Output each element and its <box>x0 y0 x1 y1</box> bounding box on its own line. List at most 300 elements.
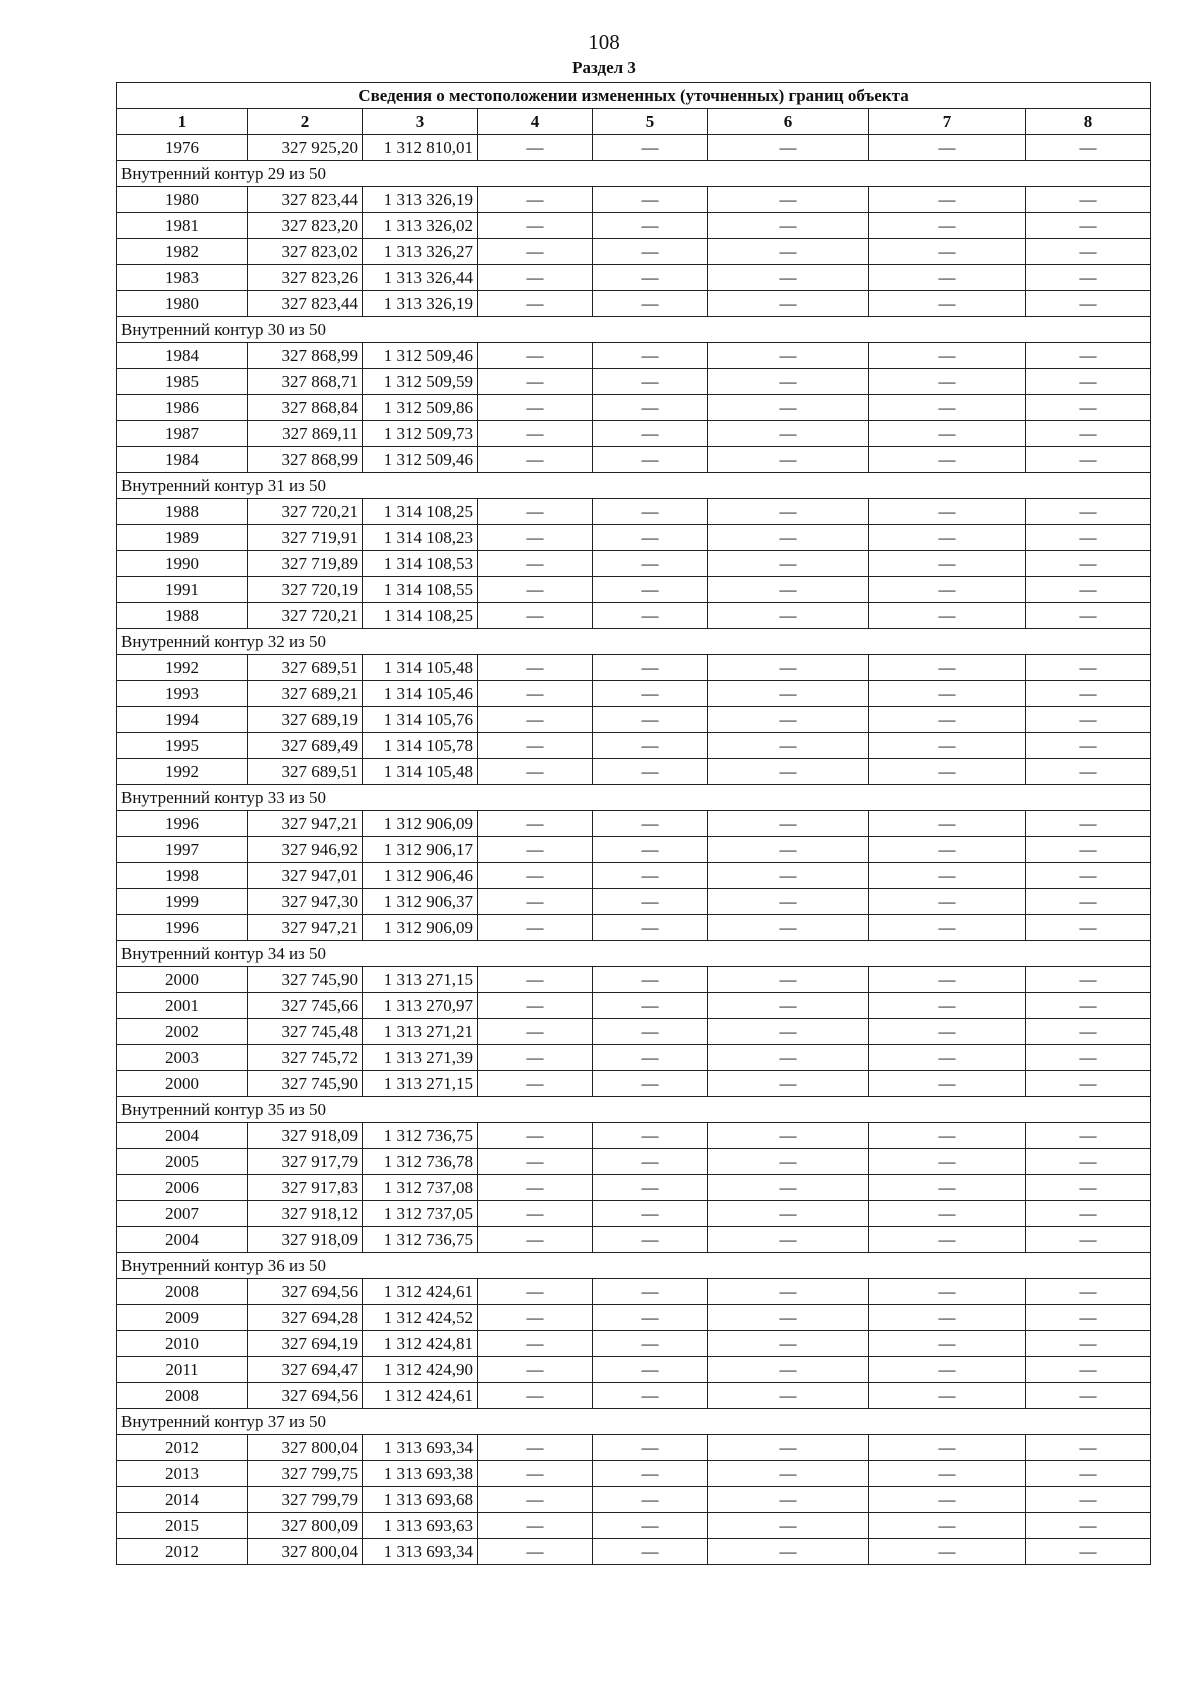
table-row <box>117 1123 1151 1149</box>
y-coordinate-cell: 1 313 326,19 <box>363 291 478 317</box>
point-number-cell: 1988 <box>117 603 248 629</box>
empty-value-cell: — <box>708 551 869 577</box>
empty-value-cell: — <box>478 811 593 837</box>
empty-value-cell: — <box>593 187 708 213</box>
empty-value-cell: — <box>478 863 593 889</box>
empty-value-cell: — <box>593 265 708 291</box>
empty-value-cell: — <box>708 1045 869 1071</box>
empty-value-cell: — <box>708 239 869 265</box>
table-row <box>117 759 1151 785</box>
table-row <box>117 837 1151 863</box>
empty-value-cell: — <box>708 967 869 993</box>
empty-value-cell: — <box>1026 1175 1151 1201</box>
empty-value-cell: — <box>708 655 869 681</box>
empty-value-cell: — <box>869 707 1026 733</box>
contour-row <box>117 1253 1151 1279</box>
table-row <box>117 499 1151 525</box>
point-number-cell: 2000 <box>117 1071 248 1097</box>
empty-value-cell: — <box>1026 1123 1151 1149</box>
empty-value-cell: — <box>1026 993 1151 1019</box>
point-number-cell: 2011 <box>117 1357 248 1383</box>
x-coordinate-cell: 327 694,56 <box>248 1383 363 1409</box>
empty-value-cell: — <box>869 213 1026 239</box>
boundary-coordinates-table <box>116 82 1151 1565</box>
empty-value-cell: — <box>869 1461 1026 1487</box>
x-coordinate-cell: 327 823,26 <box>248 265 363 291</box>
empty-value-cell: — <box>478 447 593 473</box>
empty-value-cell: — <box>593 889 708 915</box>
empty-value-cell: — <box>1026 1435 1151 1461</box>
empty-value-cell: — <box>1026 707 1151 733</box>
y-coordinate-cell: 1 312 424,81 <box>363 1331 478 1357</box>
table-row <box>117 213 1151 239</box>
empty-value-cell: — <box>1026 811 1151 837</box>
empty-value-cell: — <box>593 681 708 707</box>
table-row <box>117 187 1151 213</box>
x-coordinate-cell: 327 689,51 <box>248 759 363 785</box>
table-row <box>117 1201 1151 1227</box>
empty-value-cell: — <box>478 187 593 213</box>
empty-value-cell: — <box>1026 1279 1151 1305</box>
empty-value-cell: — <box>1026 1149 1151 1175</box>
empty-value-cell: — <box>478 603 593 629</box>
empty-value-cell: — <box>869 863 1026 889</box>
y-coordinate-cell: 1 314 108,53 <box>363 551 478 577</box>
empty-value-cell: — <box>478 707 593 733</box>
table-row <box>117 135 1151 161</box>
x-coordinate-cell: 327 823,44 <box>248 291 363 317</box>
empty-value-cell: — <box>593 1279 708 1305</box>
table-row <box>117 291 1151 317</box>
y-coordinate-cell: 1 313 693,68 <box>363 1487 478 1513</box>
empty-value-cell: — <box>478 1045 593 1071</box>
empty-value-cell: — <box>708 1305 869 1331</box>
table-row <box>117 1331 1151 1357</box>
y-coordinate-cell: 1 314 105,48 <box>363 759 478 785</box>
empty-value-cell: — <box>478 213 593 239</box>
y-coordinate-cell: 1 312 424,52 <box>363 1305 478 1331</box>
empty-value-cell: — <box>708 1071 869 1097</box>
empty-value-cell: — <box>708 733 869 759</box>
empty-value-cell: — <box>1026 239 1151 265</box>
y-coordinate-cell: 1 314 108,25 <box>363 603 478 629</box>
empty-value-cell: — <box>708 1201 869 1227</box>
empty-value-cell: — <box>478 135 593 161</box>
empty-value-cell: — <box>1026 1071 1151 1097</box>
empty-value-cell: — <box>869 1149 1026 1175</box>
empty-value-cell: — <box>478 577 593 603</box>
x-coordinate-cell: 327 917,83 <box>248 1175 363 1201</box>
empty-value-cell: — <box>478 1175 593 1201</box>
empty-value-cell: — <box>708 1461 869 1487</box>
empty-value-cell: — <box>478 1331 593 1357</box>
point-number-cell: 1982 <box>117 239 248 265</box>
x-coordinate-cell: 327 868,84 <box>248 395 363 421</box>
empty-value-cell: — <box>708 343 869 369</box>
empty-value-cell: — <box>478 967 593 993</box>
table-row <box>117 1045 1151 1071</box>
x-coordinate-cell: 327 719,89 <box>248 551 363 577</box>
point-number-cell: 1994 <box>117 707 248 733</box>
column-header-7: 7 <box>869 109 1026 135</box>
empty-value-cell: — <box>593 1305 708 1331</box>
empty-value-cell: — <box>708 369 869 395</box>
empty-value-cell: — <box>478 1201 593 1227</box>
empty-value-cell: — <box>478 915 593 941</box>
empty-value-cell: — <box>478 239 593 265</box>
empty-value-cell: — <box>478 1071 593 1097</box>
empty-value-cell: — <box>869 1539 1026 1565</box>
empty-value-cell: — <box>593 993 708 1019</box>
table-caption: Сведения о местоположении измененных (уточненных) границ объекта <box>117 83 1151 109</box>
point-number-cell: 1990 <box>117 551 248 577</box>
empty-value-cell: — <box>593 1513 708 1539</box>
empty-value-cell: — <box>593 915 708 941</box>
empty-value-cell: — <box>478 1487 593 1513</box>
point-number-cell: 1976 <box>117 135 248 161</box>
empty-value-cell: — <box>478 1513 593 1539</box>
empty-value-cell: — <box>478 499 593 525</box>
table-row <box>117 447 1151 473</box>
empty-value-cell: — <box>1026 1201 1151 1227</box>
empty-value-cell: — <box>478 993 593 1019</box>
empty-value-cell: — <box>869 291 1026 317</box>
point-number-cell: 2008 <box>117 1383 248 1409</box>
empty-value-cell: — <box>869 343 1026 369</box>
empty-value-cell: — <box>593 1383 708 1409</box>
x-coordinate-cell: 327 925,20 <box>248 135 363 161</box>
x-coordinate-cell: 327 869,11 <box>248 421 363 447</box>
point-number-cell: 2015 <box>117 1513 248 1539</box>
empty-value-cell: — <box>1026 577 1151 603</box>
table-row <box>117 265 1151 291</box>
empty-value-cell: — <box>1026 1461 1151 1487</box>
empty-value-cell: — <box>1026 499 1151 525</box>
y-coordinate-cell: 1 314 105,76 <box>363 707 478 733</box>
x-coordinate-cell: 327 800,09 <box>248 1513 363 1539</box>
y-coordinate-cell: 1 313 693,63 <box>363 1513 478 1539</box>
y-coordinate-cell: 1 312 424,90 <box>363 1357 478 1383</box>
point-number-cell: 1988 <box>117 499 248 525</box>
empty-value-cell: — <box>1026 1487 1151 1513</box>
table-row <box>117 1305 1151 1331</box>
empty-value-cell: — <box>1026 291 1151 317</box>
point-number-cell: 1980 <box>117 291 248 317</box>
empty-value-cell: — <box>869 499 1026 525</box>
empty-value-cell: — <box>593 1331 708 1357</box>
empty-value-cell: — <box>869 135 1026 161</box>
empty-value-cell: — <box>708 1539 869 1565</box>
empty-value-cell: — <box>869 525 1026 551</box>
point-number-cell: 1998 <box>117 863 248 889</box>
table-row <box>117 1357 1151 1383</box>
empty-value-cell: — <box>593 1435 708 1461</box>
empty-value-cell: — <box>869 811 1026 837</box>
empty-value-cell: — <box>708 1227 869 1253</box>
x-coordinate-cell: 327 689,19 <box>248 707 363 733</box>
point-number-cell: 1992 <box>117 759 248 785</box>
empty-value-cell: — <box>1026 395 1151 421</box>
table-row <box>117 1487 1151 1513</box>
empty-value-cell: — <box>478 889 593 915</box>
table-row <box>117 239 1151 265</box>
empty-value-cell: — <box>869 915 1026 941</box>
x-coordinate-cell: 327 689,51 <box>248 655 363 681</box>
x-coordinate-cell: 327 917,79 <box>248 1149 363 1175</box>
point-number-cell: 2007 <box>117 1201 248 1227</box>
x-coordinate-cell: 327 823,20 <box>248 213 363 239</box>
empty-value-cell: — <box>869 1227 1026 1253</box>
point-number-cell: 2003 <box>117 1045 248 1071</box>
x-coordinate-cell: 327 947,21 <box>248 915 363 941</box>
y-coordinate-cell: 1 312 424,61 <box>363 1279 478 1305</box>
table-row <box>117 1383 1151 1409</box>
x-coordinate-cell: 327 720,21 <box>248 603 363 629</box>
x-coordinate-cell: 327 745,48 <box>248 1019 363 1045</box>
empty-value-cell: — <box>869 551 1026 577</box>
empty-value-cell: — <box>1026 1331 1151 1357</box>
empty-value-cell: — <box>593 421 708 447</box>
point-number-cell: 1986 <box>117 395 248 421</box>
empty-value-cell: — <box>708 135 869 161</box>
x-coordinate-cell: 327 947,30 <box>248 889 363 915</box>
x-coordinate-cell: 327 720,19 <box>248 577 363 603</box>
empty-value-cell: — <box>1026 525 1151 551</box>
empty-value-cell: — <box>708 187 869 213</box>
empty-value-cell: — <box>593 135 708 161</box>
point-number-cell: 1987 <box>117 421 248 447</box>
point-number-cell: 1984 <box>117 447 248 473</box>
table-row <box>117 1175 1151 1201</box>
table-row <box>117 733 1151 759</box>
empty-value-cell: — <box>1026 1305 1151 1331</box>
empty-value-cell: — <box>869 733 1026 759</box>
table-row <box>117 1539 1151 1565</box>
empty-value-cell: — <box>708 395 869 421</box>
y-coordinate-cell: 1 313 693,34 <box>363 1435 478 1461</box>
point-number-cell: 1981 <box>117 213 248 239</box>
table-row <box>117 1279 1151 1305</box>
empty-value-cell: — <box>1026 187 1151 213</box>
empty-value-cell: — <box>1026 1383 1151 1409</box>
column-header-5: 5 <box>593 109 708 135</box>
y-coordinate-cell: 1 312 509,86 <box>363 395 478 421</box>
table-row <box>117 421 1151 447</box>
point-number-cell: 1999 <box>117 889 248 915</box>
empty-value-cell: — <box>708 213 869 239</box>
empty-value-cell: — <box>478 837 593 863</box>
empty-value-cell: — <box>1026 655 1151 681</box>
empty-value-cell: — <box>869 1487 1026 1513</box>
x-coordinate-cell: 327 947,21 <box>248 811 363 837</box>
empty-value-cell: — <box>478 1461 593 1487</box>
empty-value-cell: — <box>593 239 708 265</box>
empty-value-cell: — <box>708 1279 869 1305</box>
empty-value-cell: — <box>869 993 1026 1019</box>
x-coordinate-cell: 327 868,71 <box>248 369 363 395</box>
x-coordinate-cell: 327 745,90 <box>248 1071 363 1097</box>
x-coordinate-cell: 327 745,66 <box>248 993 363 1019</box>
empty-value-cell: — <box>869 1019 1026 1045</box>
table-row <box>117 1513 1151 1539</box>
table-row <box>117 603 1151 629</box>
point-number-cell: 2009 <box>117 1305 248 1331</box>
empty-value-cell: — <box>1026 1019 1151 1045</box>
empty-value-cell: — <box>708 811 869 837</box>
table-row <box>117 889 1151 915</box>
empty-value-cell: — <box>478 369 593 395</box>
empty-value-cell: — <box>593 967 708 993</box>
table-row <box>117 993 1151 1019</box>
contour-label: Внутренний контур 37 из 50 <box>117 1409 1151 1435</box>
empty-value-cell: — <box>708 421 869 447</box>
point-number-cell: 2001 <box>117 993 248 1019</box>
empty-value-cell: — <box>708 915 869 941</box>
empty-value-cell: — <box>708 447 869 473</box>
empty-value-cell: — <box>1026 1357 1151 1383</box>
empty-value-cell: — <box>869 681 1026 707</box>
empty-value-cell: — <box>478 1357 593 1383</box>
point-number-cell: 1983 <box>117 265 248 291</box>
empty-value-cell: — <box>593 1019 708 1045</box>
y-coordinate-cell: 1 314 108,23 <box>363 525 478 551</box>
empty-value-cell: — <box>708 291 869 317</box>
empty-value-cell: — <box>869 421 1026 447</box>
empty-value-cell: — <box>1026 265 1151 291</box>
column-header-3: 3 <box>363 109 478 135</box>
empty-value-cell: — <box>593 577 708 603</box>
x-coordinate-cell: 327 918,09 <box>248 1123 363 1149</box>
table-row <box>117 1071 1151 1097</box>
point-number-cell: 1992 <box>117 655 248 681</box>
empty-value-cell: — <box>869 187 1026 213</box>
empty-value-cell: — <box>1026 681 1151 707</box>
contour-row <box>117 785 1151 811</box>
y-coordinate-cell: 1 312 737,05 <box>363 1201 478 1227</box>
y-coordinate-cell: 1 312 509,73 <box>363 421 478 447</box>
empty-value-cell: — <box>869 1331 1026 1357</box>
empty-value-cell: — <box>869 577 1026 603</box>
contour-label: Внутренний контур 33 из 50 <box>117 785 1151 811</box>
page-number: 108 <box>588 30 620 54</box>
empty-value-cell: — <box>478 1435 593 1461</box>
empty-value-cell: — <box>1026 1539 1151 1565</box>
point-number-cell: 1993 <box>117 681 248 707</box>
table-row <box>117 1019 1151 1045</box>
empty-value-cell: — <box>478 1279 593 1305</box>
empty-value-cell: — <box>708 499 869 525</box>
empty-value-cell: — <box>593 1357 708 1383</box>
point-number-cell: 1984 <box>117 343 248 369</box>
point-number-cell: 2014 <box>117 1487 248 1513</box>
contour-row <box>117 161 1151 187</box>
y-coordinate-cell: 1 312 906,37 <box>363 889 478 915</box>
x-coordinate-cell: 327 689,49 <box>248 733 363 759</box>
empty-value-cell: — <box>478 1539 593 1565</box>
point-number-cell: 2004 <box>117 1227 248 1253</box>
x-coordinate-cell: 327 799,75 <box>248 1461 363 1487</box>
y-coordinate-cell: 1 312 906,17 <box>363 837 478 863</box>
contour-label: Внутренний контур 30 из 50 <box>117 317 1151 343</box>
empty-value-cell: — <box>593 1045 708 1071</box>
y-coordinate-cell: 1 312 509,59 <box>363 369 478 395</box>
empty-value-cell: — <box>593 1487 708 1513</box>
table-row <box>117 811 1151 837</box>
empty-value-cell: — <box>593 395 708 421</box>
y-coordinate-cell: 1 312 737,08 <box>363 1175 478 1201</box>
y-coordinate-cell: 1 312 906,09 <box>363 811 478 837</box>
y-coordinate-cell: 1 314 105,78 <box>363 733 478 759</box>
table-row <box>117 915 1151 941</box>
empty-value-cell: — <box>869 1305 1026 1331</box>
y-coordinate-cell: 1 313 270,97 <box>363 993 478 1019</box>
empty-value-cell: — <box>708 265 869 291</box>
empty-value-cell: — <box>593 499 708 525</box>
empty-value-cell: — <box>1026 447 1151 473</box>
y-coordinate-cell: 1 313 326,02 <box>363 213 478 239</box>
empty-value-cell: — <box>593 733 708 759</box>
empty-value-cell: — <box>1026 837 1151 863</box>
x-coordinate-cell: 327 918,12 <box>248 1201 363 1227</box>
contour-label: Внутренний контур 32 из 50 <box>117 629 1151 655</box>
empty-value-cell: — <box>593 811 708 837</box>
empty-value-cell: — <box>478 1305 593 1331</box>
empty-value-cell: — <box>593 447 708 473</box>
empty-value-cell: — <box>708 1435 869 1461</box>
contour-row <box>117 1097 1151 1123</box>
y-coordinate-cell: 1 312 509,46 <box>363 343 478 369</box>
empty-value-cell: — <box>869 1279 1026 1305</box>
y-coordinate-cell: 1 314 105,46 <box>363 681 478 707</box>
point-number-cell: 2012 <box>117 1539 248 1565</box>
empty-value-cell: — <box>708 1019 869 1045</box>
y-coordinate-cell: 1 313 326,27 <box>363 239 478 265</box>
empty-value-cell: — <box>708 603 869 629</box>
empty-value-cell: — <box>1026 1045 1151 1071</box>
empty-value-cell: — <box>478 655 593 681</box>
empty-value-cell: — <box>593 1461 708 1487</box>
empty-value-cell: — <box>593 759 708 785</box>
empty-value-cell: — <box>708 1383 869 1409</box>
empty-value-cell: — <box>1026 213 1151 239</box>
table-row <box>117 1227 1151 1253</box>
empty-value-cell: — <box>478 291 593 317</box>
point-number-cell: 2013 <box>117 1461 248 1487</box>
point-number-cell: 2008 <box>117 1279 248 1305</box>
empty-value-cell: — <box>869 369 1026 395</box>
empty-value-cell: — <box>478 759 593 785</box>
empty-value-cell: — <box>1026 1513 1151 1539</box>
empty-value-cell: — <box>478 343 593 369</box>
empty-value-cell: — <box>708 863 869 889</box>
empty-value-cell: — <box>869 1045 1026 1071</box>
point-number-cell: 2002 <box>117 1019 248 1045</box>
y-coordinate-cell: 1 312 906,46 <box>363 863 478 889</box>
empty-value-cell: — <box>869 889 1026 915</box>
x-coordinate-cell: 327 689,21 <box>248 681 363 707</box>
x-coordinate-cell: 327 823,44 <box>248 187 363 213</box>
y-coordinate-cell: 1 313 326,44 <box>363 265 478 291</box>
empty-value-cell: — <box>708 1175 869 1201</box>
empty-value-cell: — <box>869 1201 1026 1227</box>
y-coordinate-cell: 1 312 736,78 <box>363 1149 478 1175</box>
empty-value-cell: — <box>478 551 593 577</box>
table-row <box>117 1461 1151 1487</box>
empty-value-cell: — <box>593 1149 708 1175</box>
x-coordinate-cell: 327 745,90 <box>248 967 363 993</box>
contour-row <box>117 317 1151 343</box>
empty-value-cell: — <box>1026 1227 1151 1253</box>
